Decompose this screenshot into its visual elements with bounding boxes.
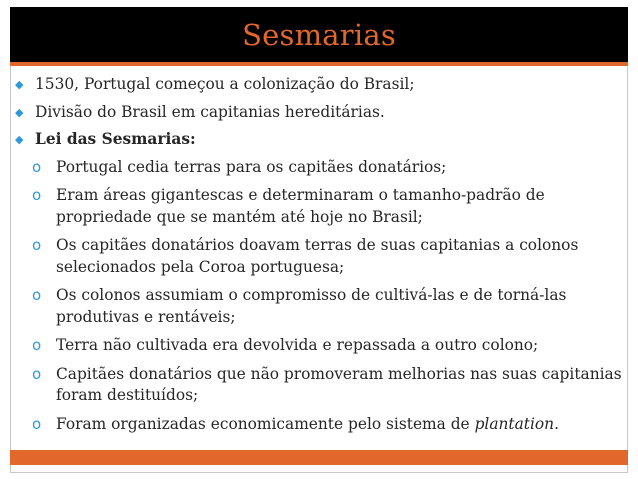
blue-diamond-icon: ◆ xyxy=(15,133,24,146)
hollow-circle-icon: o xyxy=(32,414,42,433)
bottom-accent-bar xyxy=(10,450,628,465)
hollow-circle-icon: o xyxy=(32,364,42,383)
blue-diamond-icon: ◆ xyxy=(15,105,24,119)
sub-bullet-text: Portugal cedia terras para os capitães donatários; xyxy=(56,157,447,176)
slide-content xyxy=(12,74,624,442)
bullet-item xyxy=(12,129,624,151)
sub-bullet-item xyxy=(12,414,624,436)
bullet-text: Lei das Sesmarias: xyxy=(35,130,196,148)
hollow-circle-icon: o xyxy=(32,236,42,254)
bullet-item xyxy=(12,74,624,96)
sub-bullet-text-line2: selecionados pela Coroa portuguesa; xyxy=(56,257,345,276)
sub-bullet-item xyxy=(12,364,624,407)
hollow-circle-icon: o xyxy=(32,157,42,176)
sub-bullet-text-line1: Os colonos assumiam o compromisso de cultivá-las e de torná-las xyxy=(56,286,567,304)
sub-bullet-italic-text: plantation xyxy=(474,414,555,433)
sub-bullet-text-end: . xyxy=(554,414,559,433)
sub-bullet-text-line1: Capitães donatários que não promoveram melhorias nas suas capitanias xyxy=(56,364,622,383)
bullet-text: 1530, Portugal começou a colonização do Brasil; xyxy=(35,75,415,93)
sub-bullet-item xyxy=(12,185,624,228)
sub-bullet-text-line2: foram destituídos; xyxy=(56,386,199,404)
title-bar xyxy=(10,7,628,62)
title-accent-line xyxy=(10,62,628,66)
sub-bullet-text-line1: Os capitães donatários doavam terras de suas capitanias a colonos xyxy=(56,236,579,254)
sub-bullet-text-line2: propriedade que se mantém até hoje no Brasil; xyxy=(56,207,423,226)
sub-bullet-text: Terra não cultivada era devolvida e repassada a outro colono; xyxy=(56,336,539,354)
hollow-circle-icon: o xyxy=(32,286,42,304)
sub-bullet-item xyxy=(12,285,624,328)
sub-bullet-item xyxy=(12,235,624,278)
blue-diamond-icon: ◆ xyxy=(15,78,24,91)
sub-bullet-item xyxy=(12,335,624,357)
bullet-item xyxy=(12,102,624,124)
bullet-text: Divisão do Brasil em capitanias hereditárias. xyxy=(35,102,385,121)
slide-title: Sesmarias xyxy=(242,17,396,52)
sub-bullet-text-line2: produtivas e rentáveis; xyxy=(56,307,236,326)
sub-bullet-item xyxy=(12,157,624,179)
hollow-circle-icon: o xyxy=(32,336,42,354)
sub-bullet-text-line1: Eram áreas gigantescas e determinaram o tamanho-padrão de xyxy=(56,186,545,204)
hollow-circle-icon: o xyxy=(32,186,42,204)
sub-bullet-text: Foram organizadas economicamente pelo sistema de xyxy=(56,414,475,433)
